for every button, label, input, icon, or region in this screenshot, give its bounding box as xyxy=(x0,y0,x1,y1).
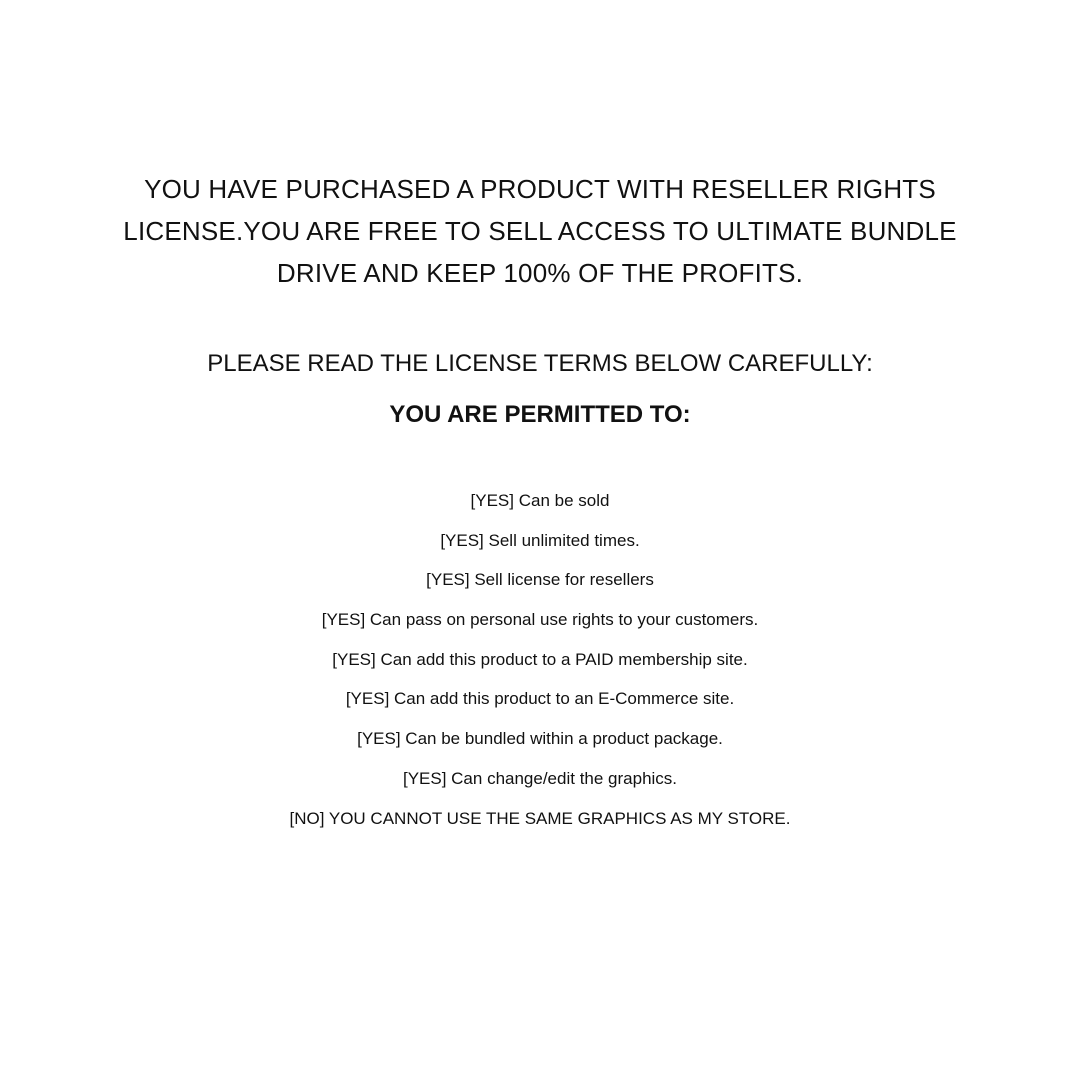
license-headline: YOU HAVE PURCHASED A PRODUCT WITH RESELLER RIGHTS LICENSE.YOU ARE FREE TO SELL ACCESS TO ULTIMATE BUNDLE DRIVE AND KEEP 100% OF THE PROFITS. xyxy=(123,174,957,288)
license-term: [YES] Can be sold xyxy=(470,491,610,510)
permitted-heading: YOU ARE PERMITTED TO: xyxy=(389,401,691,428)
license-term: [YES] Sell license for resellers xyxy=(426,570,654,590)
license-term: [YES] Can add this product to an E-Commerce site. xyxy=(345,689,735,709)
license-term: [YES] Can pass on personal use rights to your customers. xyxy=(321,610,759,630)
license-term-restriction: [NO] YOU CANNOT USE THE SAME GRAPHICS AS MY STORE. xyxy=(289,808,791,828)
license-term: [YES] Can change/edit the graphics. xyxy=(402,768,678,788)
license-term: [YES] Can add this product to a PAID membership site. xyxy=(332,649,748,669)
license-terms-list xyxy=(100,488,980,845)
license-instruction: PLEASE READ THE LICENSE TERMS BELOW CAREFULLY: xyxy=(207,350,873,377)
license-term: [YES] Can be bundled within a product package. xyxy=(357,729,723,749)
license-term: [YES] Sell unlimited times. xyxy=(440,530,640,550)
